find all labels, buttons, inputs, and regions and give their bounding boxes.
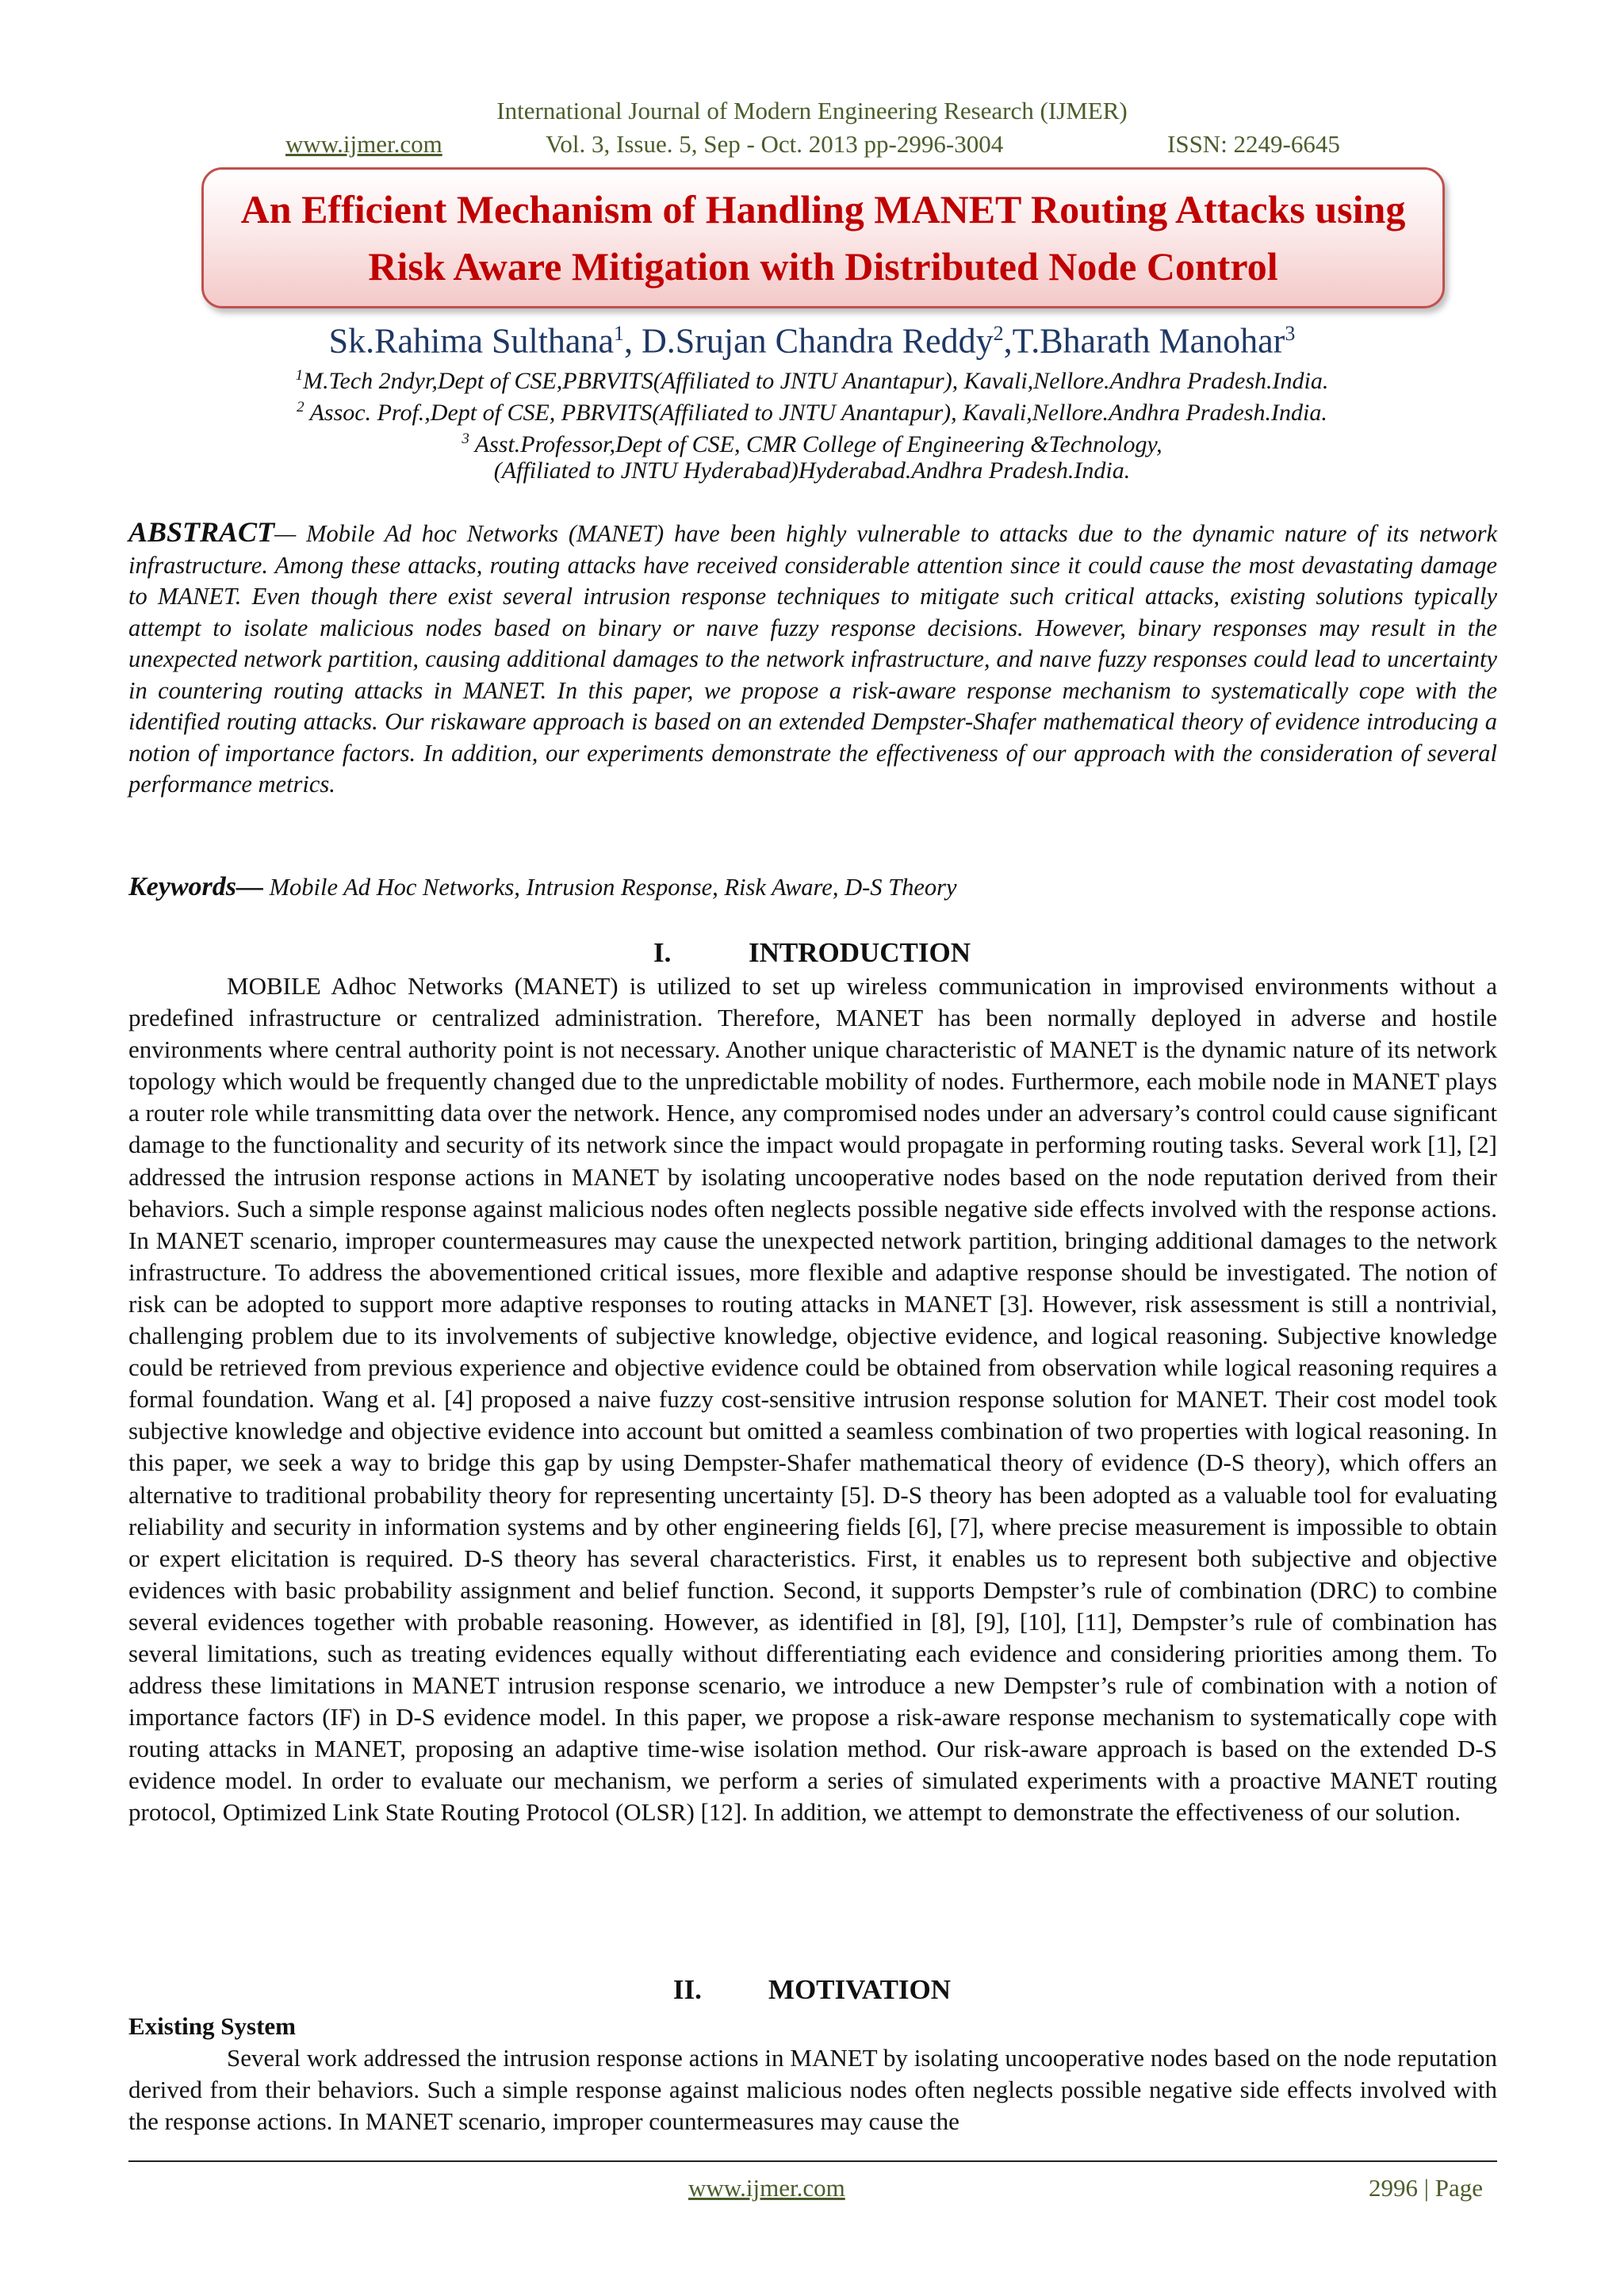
author-separator: , bbox=[623, 321, 642, 361]
section-heading-motivation bbox=[0, 1974, 1624, 2006]
author-sup: 3 bbox=[1285, 322, 1296, 345]
affiliation-sup: 2 bbox=[297, 399, 304, 415]
keywords bbox=[128, 871, 1497, 903]
affiliation-text: M.Tech 2ndyr,Dept of CSE,PBRVITS(Affiliated to JNTU Anantapur), Kavali,Nellore.Andhra Pradesh.India. bbox=[303, 368, 1329, 394]
paper-title: An Efficient Mechanism of Handling MANET Routing Attacks using Risk Aware Mitigation with Distributed Node Control bbox=[240, 187, 1406, 289]
journal-meta bbox=[0, 130, 1624, 162]
section-number: II. bbox=[672, 1974, 702, 2005]
section-title: MOTIVATION bbox=[768, 1974, 952, 2005]
author-sup: 2 bbox=[993, 322, 1004, 345]
journal-header bbox=[0, 97, 1624, 125]
subheading-existing-system: Existing System bbox=[128, 2012, 296, 2040]
abstract bbox=[128, 517, 1497, 801]
author-sup: 1 bbox=[613, 322, 624, 345]
author-separator: , bbox=[1003, 321, 1013, 361]
section-heading-introduction bbox=[0, 937, 1624, 969]
affiliation-line bbox=[0, 424, 1624, 460]
footer-website-link[interactable]: www.ijmer.com bbox=[688, 2174, 845, 2202]
volume-info: Vol. 3, Issue. 5, Sep - Oct. 2013 pp-2996-3004 bbox=[546, 130, 1004, 158]
introduction-paragraph: MOBILE Adhoc Networks (MANET) is utilized to set up wireless communication in improvised environments without a predefined infrastructure or centralized administration. Therefore, MANET has been normally deployed in adverse and hostile environments where central authority point is not necessary. Another unique characteristic of MANET is the dynamic nature of its network topology which would be frequently changed due to the unpredictable mobility of nodes. Furthermore, each mobile node in MANET plays a router role while transmitting data over the network. Hence, any compromised nodes under an adversary’s control could cause significant damage to the functionality and security of its network since the impact would propagate in performing routing tasks. Several work [1], [2] addressed the intrusion response actions in MANET by isolating uncooperative nodes based on the node reputation derived from their behaviors. Such a simple response against malicious nodes often neglects possible negative side effects involved with the response actions. In MANET scenario, improper countermeasures may cause the unexpected network partition, bringing additional damages to the network infrastructure. To address the abovementioned critical issues, more flexible and adaptive response should be investigated. The notion of risk can be adopted to support more adaptive responses to routing attacks in MANET [3]. However, risk assessment is still a nontrivial, challenging problem due to its involvements of subjective knowledge, objective evidence, and logical reasoning. Subjective knowledge could be retrieved from previous experience and objective evidence could be obtained from observation while logical reasoning requires a formal foundation. Wang et al. [4] proposed a naive fuzzy cost-sensitive intrusion response solution for MANET. Their cost model took subjective knowledge and objective evidence into account but omitted a seamless combination of two properties with logical reasoning. In this paper, we seek a way to bridge this gap by using Dempster-Shafer mathematical theory of evidence (D-S theory), which offers an alternative to traditional probability theory for representing uncertainty [5]. D-S theory has been adopted as a valuable tool for evaluating reliability and security in information systems and by other engineering fields [6], [7], where precise measurement is impossible to obtain or expert elicitation is required. D-S theory has several characteristics. First, it enables us to represent both subjective and objective evidences with basic probability assignment and belief function. Second, it supports Dempster’s rule of combination (DRC) to combine several evidences together with probable reasoning. However, as identified in [8], [9], [10], [11], Dempster’s rule of combination has several limitations, such as treating evidences equally without differentiating each evidence and considering priorities among them. To address these limitations in MANET intrusion response scenario, we introduce a new Dempster’s rule of combination with a notion of importance factors (IF) in D-S evidence model. In this paper, we propose a risk-aware response mechanism to systematically cope with routing attacks in MANET, proposing an adaptive time-wise isolation method. Our risk-aware approach is based on the extended D-S evidence model. In order to evaluate our mechanism, we perform a series of simulated experiments with a proactive MANET routing protocol, Optimized Link State Routing Protocol (OLSR) [12]. In addition, we attempt to demonstrate the effectiveness of our solution. bbox=[128, 972, 1497, 1827]
affiliation-line bbox=[0, 361, 1624, 396]
keywords-label: Keywords— bbox=[128, 872, 263, 901]
author-name: T.Bharath Manohar bbox=[1012, 321, 1285, 361]
page-number: 2996 | Page bbox=[1369, 2174, 1483, 2202]
author-name: D.Srujan Chandra Reddy bbox=[641, 321, 994, 361]
abstract-text: — Mobile Ad hoc Networks (MANET) have been highly vulnerable to attacks due to the dynamic nature of its network infrastructure. Among these attacks, routing attacks have received considerable attention since it could cause the most devastating damage to MANET. Even though there exist several intrusion response techniques to mitigate such critical attacks, existing solutions typically attempt to isolate malicious nodes based on binary or naıve fuzzy response decisions. However, binary responses may result in the unexpected network partition, causing additional damages to the network infrastructure, and naıve fuzzy responses could lead to uncertainty in countering routing attacks in MANET. In this paper, we propose a risk-aware response mechanism to systematically cope with the identified routing attacks. Our riskaware approach is based on an extended Dempster-Shafer mathematical theory of evidence introducing a notion of importance factors. In addition, our experiments demonstrate the effectiveness of our approach with the consideration of several performance metrics. bbox=[128, 520, 1497, 798]
keywords-text: Mobile Ad Hoc Networks, Intrusion Response, Risk Aware, D-S Theory bbox=[263, 874, 957, 901]
affiliation-sup: 1 bbox=[295, 367, 304, 384]
issn: ISSN: 2249-6645 bbox=[1167, 130, 1340, 158]
affiliation-sup: 3 bbox=[462, 430, 469, 447]
affiliation-text: Asst.Professor,Dept of CSE, CMR College of Engineering &Technology, bbox=[469, 431, 1162, 457]
journal-website-link[interactable]: www.ijmer.com bbox=[285, 130, 442, 158]
footer-divider bbox=[128, 2160, 1497, 2162]
title-box bbox=[201, 167, 1445, 308]
section-title: INTRODUCTION bbox=[748, 937, 971, 968]
affiliation-line bbox=[0, 392, 1624, 428]
affiliation-line bbox=[0, 456, 1624, 486]
motivation-paragraph: Several work addressed the intrusion response actions in MANET by isolating uncooperative nodes based on the node reputation derived from their behaviors. Such a simple response against malicious nodes often neglects possible negative side effects involved with the response actions. In MANET scenario, improper countermeasures may cause the bbox=[128, 2044, 1497, 2136]
author-list bbox=[0, 313, 1624, 362]
affiliation-text: Assoc. Prof.,Dept of CSE, PBRVITS(Affiliated to JNTU Anantapur), Kavali,Nellore.Andhra Pradesh.India. bbox=[304, 400, 1327, 426]
author-name: Sk.Rahima Sulthana bbox=[328, 321, 614, 361]
abstract-label: ABSTRACT bbox=[128, 516, 275, 548]
section-number: I. bbox=[653, 937, 672, 968]
affiliation-text: (Affiliated to JNTU Hyderabad)Hyderabad.Andhra Pradesh.India. bbox=[493, 457, 1131, 484]
page-footer bbox=[0, 2174, 1624, 2206]
journal-name: International Journal of Modern Engineering Research (IJMER) bbox=[496, 97, 1128, 124]
